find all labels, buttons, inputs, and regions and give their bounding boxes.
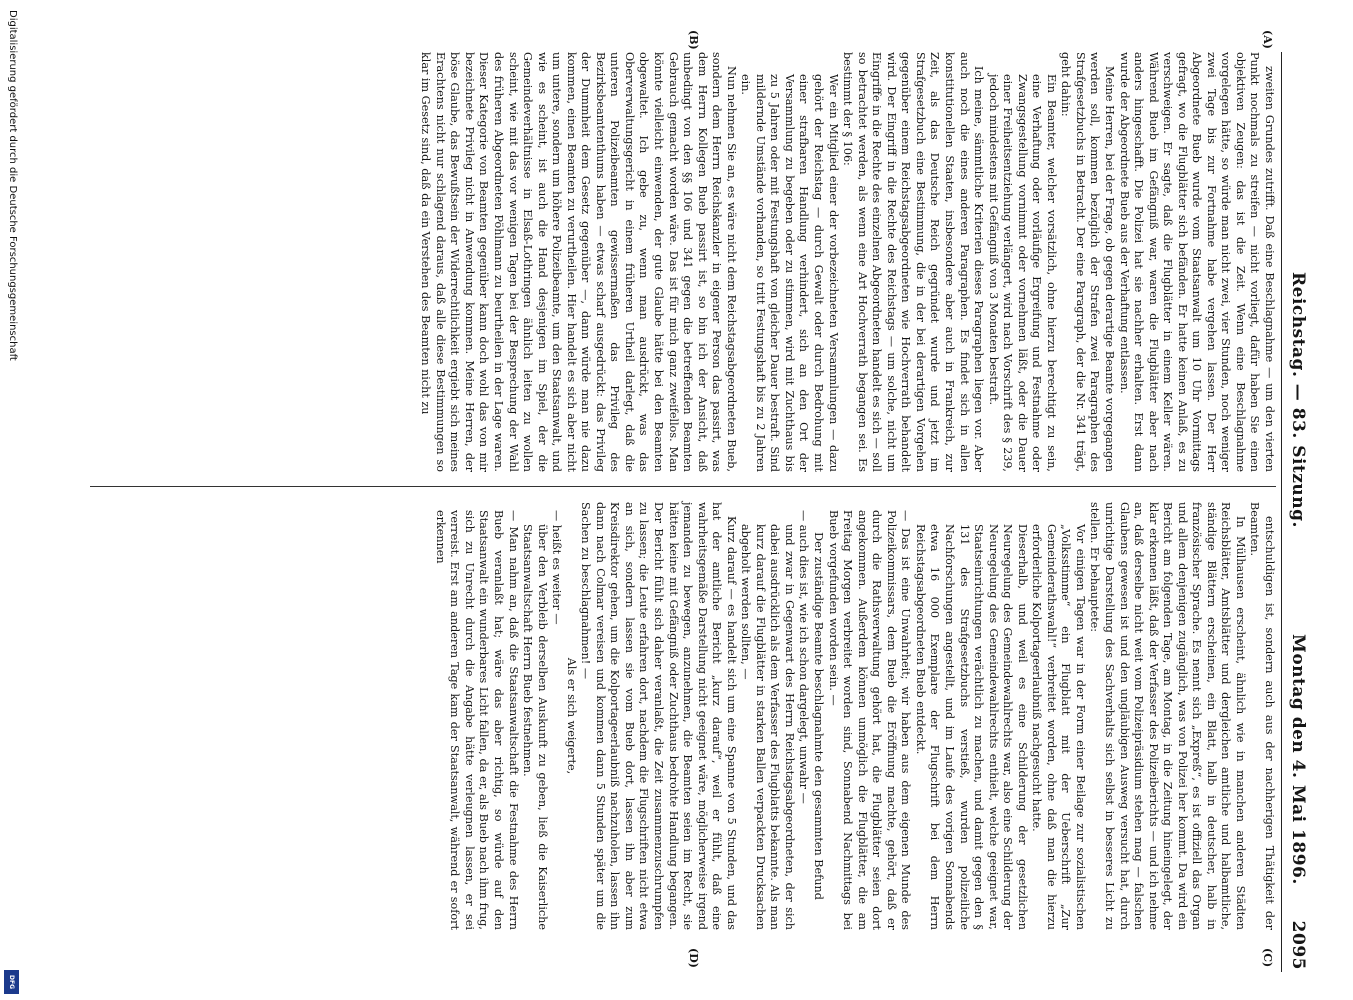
paragraph: Als er sich weigerte, <box>564 657 578 775</box>
page-header <box>1284 52 1310 972</box>
margin-marker-b: (B) <box>687 30 700 50</box>
paragraph: und zwar in Gegenwart des Herrn Reichstagsabgeordneten, der sich dabei ausdrücklich als dem Verfasser des Flugblatts bekannte. Als man kurz darauf die Flugblätter in starken Ballen verpackten Drucksachen abgeholt werden sollten, — <box>739 524 796 930</box>
paragraph: über den Verbleib derselben Auskunft zu geben, ließ die Kaiserliche Staatsanwaltschaft Herrn Bueb festnehmen. <box>521 524 549 930</box>
paragraph: Der zuständige Beamte beschlagnahmte den gesammten Befund <box>812 532 826 900</box>
paragraph: Wer ein Mitglied einer der vorbezeichneten Versammlungen — dazu gehört der Reichstag — durch Gewalt oder durch Bedrohung mit einer strafbaren Handlung verhindert, sich an den Ort der Versammlung zu begeben oder zu stimmen, wird mit Zuchthaus bis zu 5 Jahren oder mit Festungshaft von gleicher Dauer bestraft. Sind mildernde Umstände vorhanden, so tritt Festungshaft bis zu 2 Jahren ein. <box>739 74 840 472</box>
right-text-column <box>432 502 1276 930</box>
paragraph: In Mülhausen erscheint, ähnlich wie in manchen anderen Städten Reichsblätter, Amtsblätter und dergleichen amtliche und halbamtliche, ständige Blättern erscheinen, ein Blatt, halb in deutscher, halb in französischer Sprache. Es nennt sich „Expreß“, es ist offiziell das Organ und allem denjenigen zugänglich, was von Polizei her kommt. Da wird ein Bericht am folgenden Tage, am Montag, in die Zeitung hineingelegt, der klar erkennen läßt, daß der Verfasser des Polizeiberichts — und ich nehme an, daß derselbe nicht weit vom Polizeipräsidium stehen mag — falschen Glaubens gewesen ist und den ungläubigen Ausweg versucht hat, durch unrichtige Darstellung des Sachverhalts sich selbst in besseres Licht zu stellen. Er behauptete: <box>1088 502 1247 930</box>
paragraph: Kurz darauf — es handelt sich um eine Spanne von 5 Stunden, und das hat der amtliche Bericht „kurz darauf“, weil er fühlt, daß eine wahrheitsgemäße Darstellung nicht geeignet wäre, möglicherweise irgend jemanden zu bewegen, anzunehmen, die Beamten seien im Recht, sie hätten keine mit Gefängniß oder Zuchthaus bedrohte Handlung begangen. Der Bericht fühlt sich daher veranlaßt, die Zeit zusammenzuschrumpfen zu lassen; die Leute erfahren dort, nachdem die Flugschriften nicht etwa an sich, sondern lassen sie vom Bueb dort, lassen ihn aber zum Kreisdirektor gehen, um die Kolportageerlaubniß nachzuholen, lassen ihn dann nach Colmar vereisen und kommen dann 5 Stunden später um die Sachen zu beschlagnahmen! — <box>579 502 738 930</box>
digitization-credit <box>2 0 22 1000</box>
paragraph: Ich meine, sämmtliche Kriterien dieses Paragraphen liegen vor. Aber auch noch die eines anderen Paragraphen. Es findet sich in allen konstitutionellen Staaten, insbesondere aber auch in Frankreich, zur Zeit, als das Deutsche Reich gegründet wurde und jetzt im Strafgesetzbuch eine Bestimmung, die in der bei derartigen Vorgehen gegenüber einem Reichstagsabgeordneten wie Hochverrath behandelt wird. Der Eingriff in die Rechte des Reichstags — um solche, nicht um Eingriffe in die Rechte des einzelnen Abgeordneten handelt es sich — soll so betrachtet werden, als wenn eine Art Hochverrath begangen sei. Es bestimmt der § 106: <box>841 52 986 472</box>
paragraph: entschuldigen ist, sondern auch aus der nachherigen Thätigkeit der Beamten. <box>1248 502 1276 930</box>
left-text-column <box>418 52 1276 472</box>
dfg-logo: DFG <box>4 970 19 994</box>
header-left-title: Reichstag. — 83. Sitzung. <box>1288 272 1308 528</box>
paragraph: — heißt es weiter — <box>550 510 564 625</box>
header-right-title: Montag den 4. Mai 1896. <box>1288 634 1308 885</box>
paragraph: — Das ist eine Unwahrheit; wir haben aus dem eigenen Munde des Polizeikommissars, dem Bueb die Eröffnung machte, gehört, daß er durch die Rathsverwaltung gehört hat, die Flugblätter seien dort angekommen. Außerdem können unmöglich die Flugblätter, die am Freitag Morgen verbreitet worden sind, Sonnabend Nachmittags bei Bueb vorgefunden worden sein. — <box>826 510 913 930</box>
paragraph: zweiten Grundes zutrifft. Daß eine Beschlagnahme — um den vierten Punkt nochmals zu streifen — nicht vorliegt, dafür haben Sie einen objektiven Zeugen: das ist die Zeit. Wenn eine Beschlagnahme vorgelegen hätte, so würde man nicht zwei, vier Stunden, noch weniger zwei Tage bis zur Fortnahme habe vergehen lassen. Der Herr Abgeordnete Bueb wurde vom Staatsanwalt um 10 Uhr Vormittags gefragt, wo die Flugblätter sich befänden. Er hatte keinen Anlaß, es zu verschweigen. Er sagte, daß die Flugblätter in einem Keller wären. Während Bueb im Gefängniß war, waren die Flugblätter aber nach anders hingeschafft. Die Polizei hat sie nachher erhalten. Erst dann wurde der Abgeordnete Bueb aus der Verhaftung entlassen. <box>1117 52 1276 472</box>
paragraph: Vor einigen Tagen war in der Form einer Beilage zur sozialistischen „Volksstimme“ ein Flugblatt mit der Ueberschrift „Zur Gemeinderathswahl!“ verbreitet worden, ohne daß man die hierzu erforderliche Kolportageerlaubniß nachgesucht hatte. <box>1030 524 1087 930</box>
margin-marker-d: (D) <box>687 948 700 968</box>
rotated-page <box>70 30 1310 972</box>
paragraph: Meine Herren, bei der Frage, ob gegen derartige Beamte vorgegangen werden soll, kommen bezüglich der Strafen zwei Paragraphen des Strafgesetzbuchs in Betracht. Der eine Paragraph, der die Nr. 341 trägt, geht dahin: <box>1059 52 1116 472</box>
paragraph: — Man nahm an, daß die Staatsanwaltschaft die Festnahme des Herrn Bueb veranlaßt hat; wäre das aber richtig, so würde auf den Staatsanwalt ein wunderbares Licht fallen, da er, als Bueb nach ihm frug, sich zu Unrecht durch die Angabe hätte verleugnen lassen, er sei verreist. Erst am anderen Tage kam der Staatsanwalt, während er sofort erkennen <box>433 510 520 930</box>
margin-marker-c: (C) <box>1261 948 1274 968</box>
page-number: 2095 <box>1288 920 1308 970</box>
credit-text: Digitalisierung gefördert durch die Deutsche Forschungsgemeinschaft <box>7 10 18 361</box>
header-rule <box>1281 52 1282 972</box>
column-divider <box>90 486 1276 487</box>
paragraph: Nun nehmen Sie an, es wäre nicht dem Reichstagsabgeordneten Bueb, sondern dem Herrn Reichskanzler in eigener Person das passirt, was dem Herrn Kollegen Bueb passirt ist, so bin ich der Ansicht, daß unbedingt von den §§ 106 und 341 gegen die betreffenden Beamten Gebrauch gemacht worden wäre. Das ist für mich ganz zweifellos. Man könnte vielleicht einwenden, der gute Glaube hätte bei den Beamten obgewaltet. Ich gebe zu, wenn man ausdrückt, was das Oberverwaltungsgericht in einem früheren Urtheil darlegt, daß die unteren Polizeibeamten gewissermaßen das Privileg des Bezirksbeamtenthums haben — etwas scharf ausgedrückt: das Privileg der Dummheit dem Gesetz gegenüber —, dann würde man nie dazu kommen, einen Beamten zu verurtheilen. Hier handelt es sich aber nicht um untere, sondern um höhere Polizeibeamte, um den Staatsanwalt, und wie es scheint, ist auch die Hand desjenigen im Spiel, der die Gemeindeverhältnisse in Elsaß-Lothringen ähnlich leiten zu wollen scheint, wie mit das vor wenigen Tagen bei der Besprechung der Wahl des früheren Abgeordneten Pöhlmann zu beurtheilen in der Lage waren. Dieser Kategorie von Beamten gegenüber kann doch wohl das von mir bezeichnete Privileg nicht in Anwendung kommen. Meine Herren, der böse Glaube, das Bewußtsein der Widerrechtlichkeit ergiebt sich meines Erachtens nicht nur schlagend daraus, daß alle diese Bestimmungen so klar im Gesetz sind, daß da ein Verstehen des Beamten nicht zu <box>419 52 738 472</box>
paragraph: — auch dies ist, wie ich schon dargelegt, unwahr — <box>797 510 811 804</box>
margin-marker-a: (A) <box>1261 30 1274 49</box>
paragraph: Dieserhalb, und weil es eine Schilderung der gesetzlichen Neuregelung des Gemeindewahlrechts war, also eine Schilderung der Neuregelung des Gemeindewahlrechts enthielt, welche geeignet war, Staatseinrichtungen verächtlich zu machen, und damit gegen den § 131 des Strafgesetzbuchs verstieß, wurden polizeiliche Nachforschungen angestellt, und im Laufe des vorigen Sonnabends etwa 16 000 Exemplare der Flugschrift bei dem Herrn Reichstagsabgeordneten Bueb entdeckt. <box>913 524 1029 930</box>
paragraph: Ein Beamter, welcher vorsätzlich, ohne hierzu berechtigt zu sein, eine Verhaftung oder vorläufige Ergreifung und Festnahme oder Zwangsgestellung vornimmt oder vornehmen läßt, oder die Dauer einer Freiheitsentziehung verlängert, wird nach Vorschrift des § 239, jedoch mindestens mit Gefängniß von 3 Monaten bestraft. <box>986 74 1058 472</box>
